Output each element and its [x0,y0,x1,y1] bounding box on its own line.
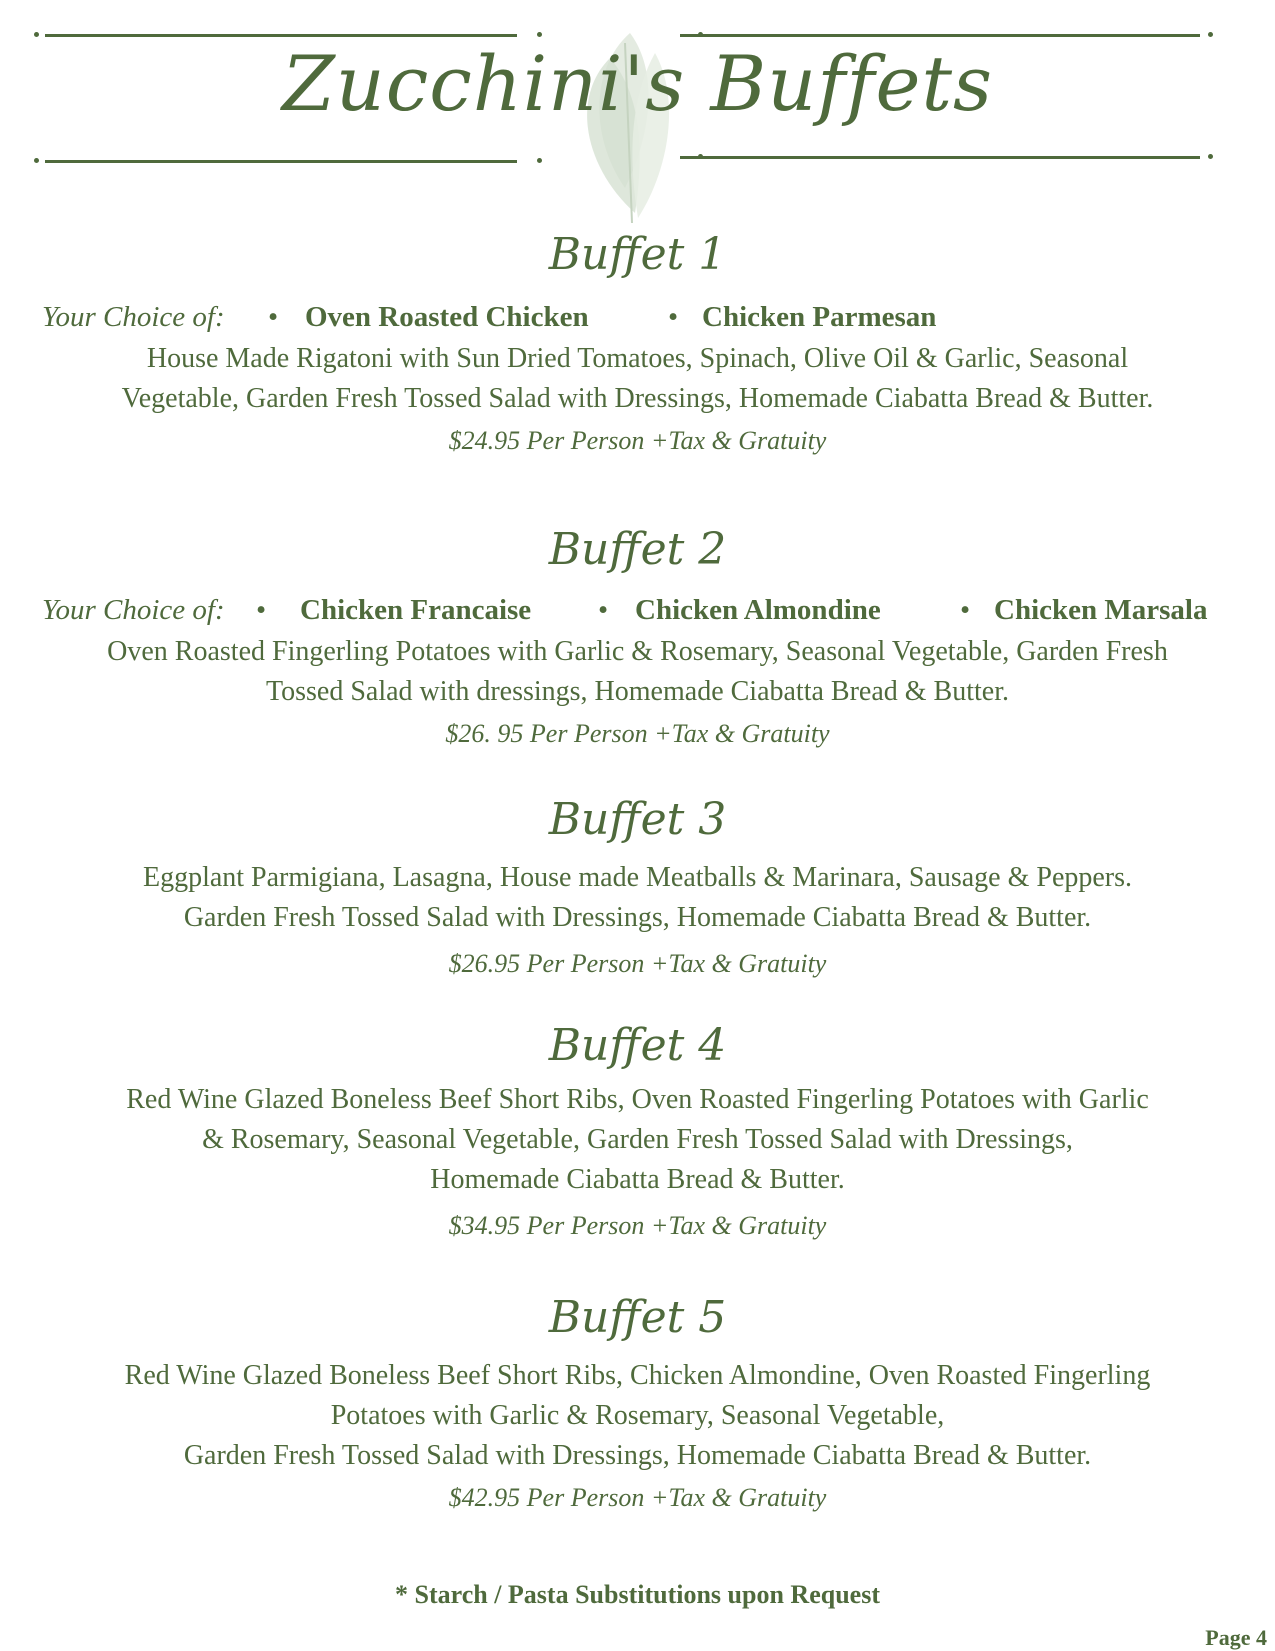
buffet-description-line: Vegetable, Garden Fresh Tossed Salad with Dressings, Homemade Ciabatta Bread & Butter. [121,383,1154,414]
header-rule-bottom-right [680,156,1200,159]
choice-item: Chicken Parmesan [702,301,937,333]
buffet-price: $24.95 Per Person +Tax & Gratuity [448,426,827,455]
buffet-price: $26.95 Per Person +Tax & Gratuity [448,949,827,978]
choice-row [0,588,1275,632]
buffet-price: $26. 95 Per Person +Tax & Gratuity [445,719,830,748]
buffet-description-line: Homemade Ciabatta Bread & Butter. [430,1164,845,1195]
buffet-description-line: Tossed Salad with dressings, Homemade Ciabatta Bread & Butter. [265,676,1009,707]
buffet-description-line: Garden Fresh Tossed Salad with Dressings, Homemade Ciabatta Bread & Butter. [183,902,1092,933]
header-rule-top-left [45,34,517,37]
buffet-description-line: Eggplant Parmigiana, Lasagna, House made Meatballs & Marinara, Sausage & Peppers. [142,862,1133,893]
substitution-note: * Starch / Pasta Substitutions upon Request [395,1580,880,1609]
buffet-description-line: Potatoes with Garlic & Rosemary, Seasonal Vegetable, [330,1400,945,1431]
buffet-heading: Buffet 1 [548,229,727,280]
buffet-4-section [0,1018,1275,1248]
header-rule-top-right [680,34,1200,37]
buffet-description-line: Garden Fresh Tossed Salad with Dressings, Homemade Ciabatta Bread & Butter. [183,1440,1092,1471]
buffet-2-section [0,522,1275,756]
header-dot [1208,32,1213,37]
buffet-price: $42.95 Per Person +Tax & Gratuity [448,1483,827,1512]
bullet: • [598,594,609,626]
choice-label: Your Choice of: [42,594,225,626]
buffet-description-line: Red Wine Glazed Boneless Beef Short Ribs, Chicken Almondine, Oven Roasted Fingerling [124,1360,1151,1391]
buffet-description-line: House Made Rigatoni with Sun Dried Tomatoes, Spinach, Olive Oil & Garlic, Seasonal [146,343,1129,374]
buffet-heading: Buffet 4 [548,1020,727,1071]
buffet-3-section [0,792,1275,986]
buffet-1-section [0,227,1275,463]
buffet-heading: Buffet 3 [548,794,727,845]
page-title: Zucchini's Buffets [281,39,994,128]
buffet-heading: Buffet 5 [548,1292,727,1343]
page-number: Page 4 [1205,1625,1267,1650]
choice-item: Chicken Francaise [300,594,532,626]
header-dot [34,32,39,37]
header-dot [1208,154,1213,159]
choice-item: Chicken Almondine [635,594,881,626]
header-dot [537,32,542,37]
bullet: • [960,594,971,626]
header-dot [537,158,542,163]
buffet-heading: Buffet 2 [548,524,727,575]
buffet-5-section [0,1290,1275,1520]
bullet: • [256,594,267,626]
buffet-description-line: Oven Roasted Fingerling Potatoes with Garlic & Rosemary, Seasonal Vegetable, Garden Fresh [107,636,1168,667]
choice-item: Oven Roasted Chicken [305,301,589,333]
bullet: • [268,301,279,333]
buffet-description-line: Red Wine Glazed Boneless Beef Short Ribs, Oven Roasted Fingerling Potatoes with Garlic [126,1084,1149,1115]
choice-label: Your Choice of: [42,301,225,333]
header-rule-bottom-left [45,160,517,163]
header-dot [34,158,39,163]
bullet: • [668,301,679,333]
buffet-description-line: & Rosemary, Seasonal Vegetable, Garden Fresh Tossed Salad with Dressings, [202,1124,1073,1155]
choice-row [0,295,1275,339]
choice-item: Chicken Marsala [994,594,1208,626]
buffet-price: $34.95 Per Person +Tax & Gratuity [448,1211,827,1240]
